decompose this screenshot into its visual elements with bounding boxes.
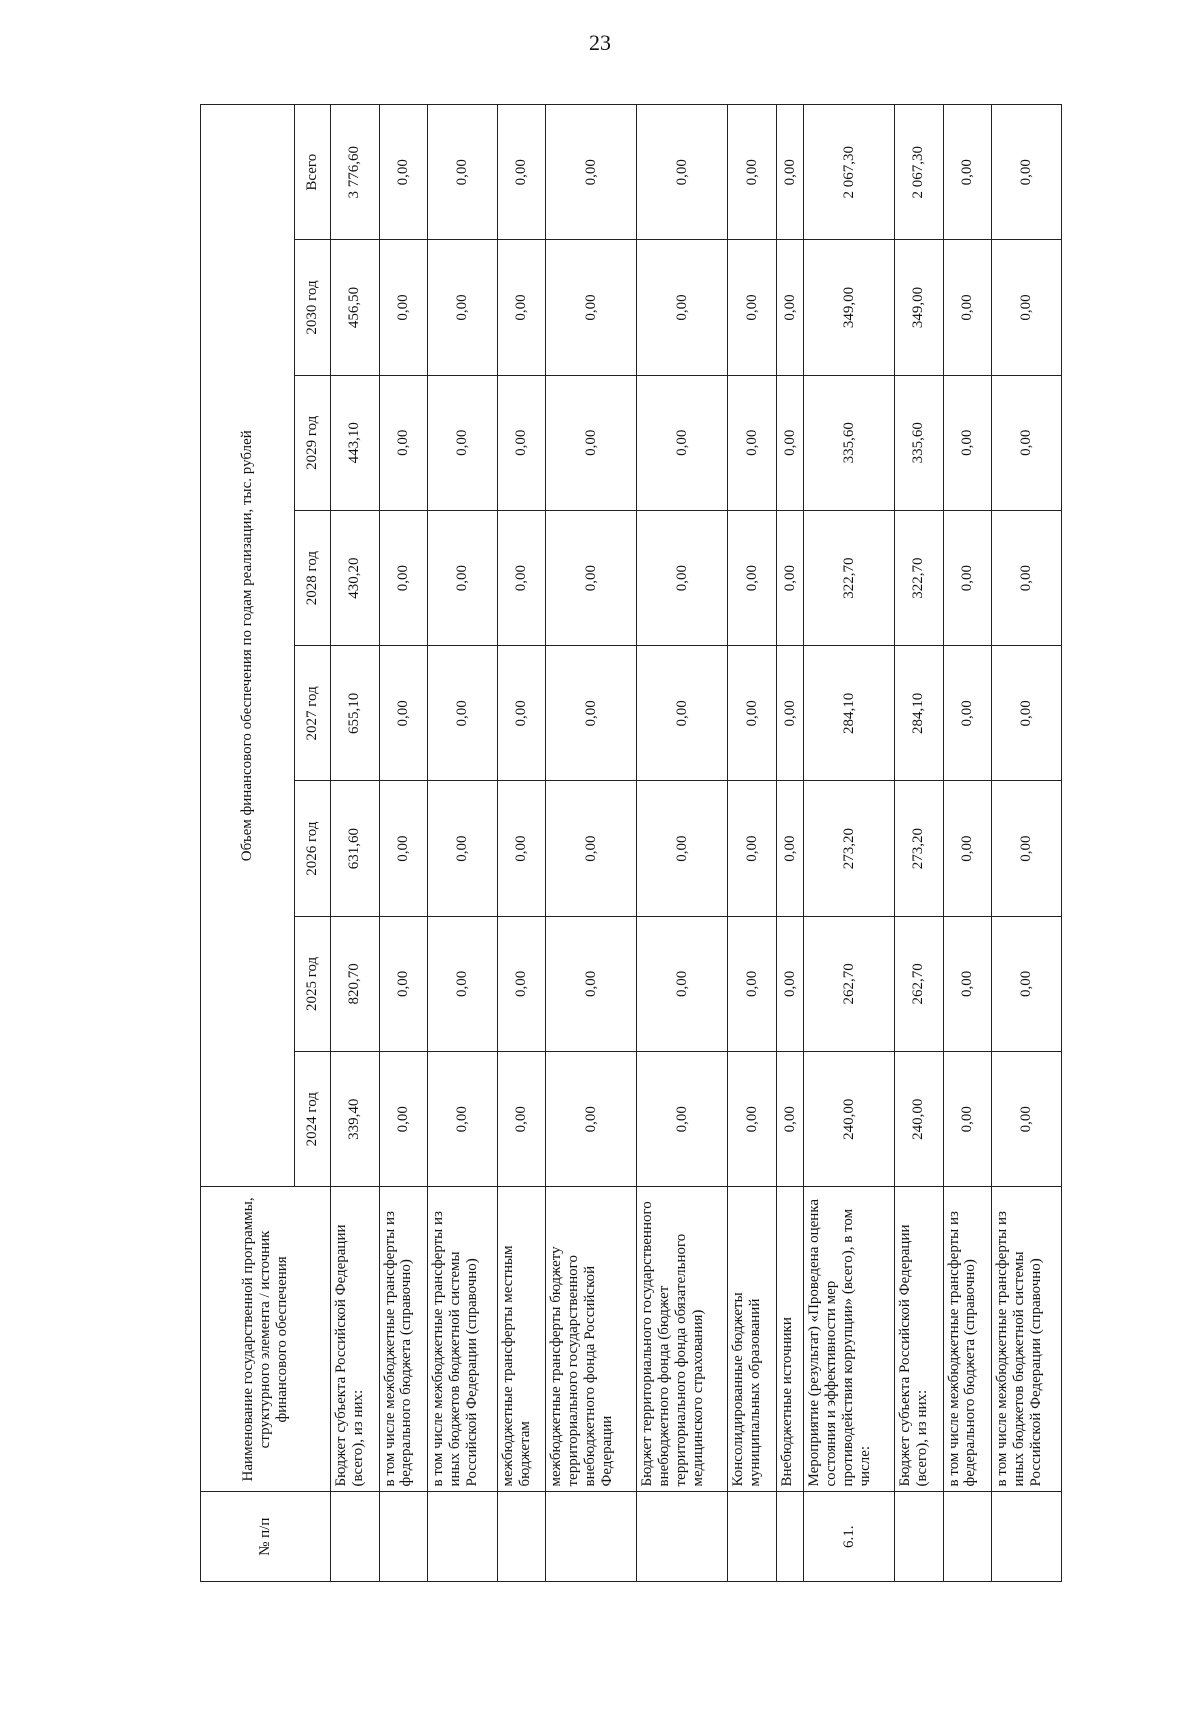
- row-total-value: 0,00: [776, 105, 803, 240]
- row-year-value: 0,00: [943, 646, 992, 781]
- row-year-value: 655,10: [331, 646, 380, 781]
- row-year-value: 0,00: [428, 510, 498, 645]
- row-year-value: 262,70: [804, 916, 895, 1051]
- row-year-value: 0,00: [728, 646, 777, 781]
- row-source-name: межбюджетные трансферты бюджету территориального государственного внебюджетного фонда Российской Федерации: [546, 1187, 637, 1492]
- row-year-value: 0,00: [379, 510, 428, 645]
- row-year-value: 0,00: [637, 916, 728, 1051]
- header-num: № п/п: [201, 1492, 331, 1582]
- row-year-value: 0,00: [637, 375, 728, 510]
- header-volume: Объем финансового обеспечения по годам реализации, тыс. рублей: [201, 105, 295, 1187]
- row-source-name: Бюджет территориального государственного внебюджетного фонда (бюджет территориального фонда обязательного медицинского страхования): [637, 1187, 728, 1492]
- row-year-value: 0,00: [379, 1052, 428, 1187]
- table-row: [428, 105, 498, 1582]
- row-source-name: Консолидированные бюджеты муниципальных образований: [728, 1187, 777, 1492]
- row-year-value: 284,10: [895, 646, 944, 781]
- page-number: 23: [589, 30, 611, 55]
- row-number: [992, 1492, 1062, 1582]
- row-year-value: 0,00: [943, 1052, 992, 1187]
- row-year-value: 0,00: [776, 781, 803, 916]
- row-year-value: 0,00: [497, 240, 546, 375]
- row-year-value: 0,00: [428, 1052, 498, 1187]
- row-year-value: 339,40: [331, 1052, 380, 1187]
- header-year: 2024 год: [295, 1052, 331, 1187]
- row-number: [943, 1492, 992, 1582]
- row-year-value: 0,00: [546, 240, 637, 375]
- header-year: 2028 год: [295, 510, 331, 645]
- row-year-value: 0,00: [728, 1052, 777, 1187]
- row-year-value: 0,00: [992, 916, 1062, 1051]
- row-year-value: 0,00: [428, 916, 498, 1051]
- table-row: [497, 105, 546, 1582]
- row-source-name: Внебюджетные источники: [776, 1187, 803, 1492]
- row-total-value: 0,00: [546, 105, 637, 240]
- header-year: 2029 год: [295, 375, 331, 510]
- table-row: [804, 105, 895, 1582]
- row-year-value: 0,00: [728, 240, 777, 375]
- row-year-value: 0,00: [379, 916, 428, 1051]
- row-year-value: 0,00: [379, 781, 428, 916]
- row-year-value: 0,00: [776, 510, 803, 645]
- row-year-value: 0,00: [992, 1052, 1062, 1187]
- row-year-value: 0,00: [379, 375, 428, 510]
- row-total-value: 3 776,60: [331, 105, 380, 240]
- header-year: 2026 год: [295, 781, 331, 916]
- row-year-value: 430,20: [331, 510, 380, 645]
- row-year-value: 0,00: [776, 240, 803, 375]
- row-year-value: 349,00: [804, 240, 895, 375]
- row-total-value: 0,00: [637, 105, 728, 240]
- row-year-value: 322,70: [895, 510, 944, 645]
- row-total-value: 0,00: [992, 105, 1062, 240]
- table-row: [379, 105, 428, 1582]
- row-year-value: 322,70: [804, 510, 895, 645]
- row-source-name: в том числе межбюджетные трансферты из федерального бюджета (справочно): [943, 1187, 992, 1492]
- row-total-value: 0,00: [497, 105, 546, 240]
- row-year-value: 284,10: [804, 646, 895, 781]
- row-year-value: 0,00: [776, 375, 803, 510]
- row-year-value: 0,00: [497, 646, 546, 781]
- table-row: [728, 105, 777, 1582]
- row-number: [331, 1492, 380, 1582]
- row-number: [379, 1492, 428, 1582]
- row-year-value: 0,00: [637, 510, 728, 645]
- row-source-name: Бюджет субъекта Российской Федерации (всего), из них:: [895, 1187, 944, 1492]
- row-total-value: 0,00: [943, 105, 992, 240]
- row-year-value: 0,00: [428, 240, 498, 375]
- row-year-value: 0,00: [546, 375, 637, 510]
- row-number: [776, 1492, 803, 1582]
- header-row: [201, 105, 295, 1582]
- row-year-value: 0,00: [546, 781, 637, 916]
- row-year-value: 0,00: [428, 781, 498, 916]
- row-year-value: 0,00: [497, 781, 546, 916]
- row-total-value: 0,00: [379, 105, 428, 240]
- row-year-value: 240,00: [804, 1052, 895, 1187]
- row-year-value: 0,00: [728, 510, 777, 645]
- row-total-value: 0,00: [728, 105, 777, 240]
- row-year-value: 0,00: [943, 375, 992, 510]
- row-year-value: 0,00: [637, 240, 728, 375]
- row-year-value: 0,00: [546, 1052, 637, 1187]
- row-year-value: 0,00: [379, 646, 428, 781]
- rotated-table-frame: [200, 104, 1062, 1582]
- row-year-value: 335,60: [804, 375, 895, 510]
- row-year-value: 0,00: [497, 916, 546, 1051]
- row-number: [546, 1492, 637, 1582]
- table-row: [895, 105, 944, 1582]
- row-year-value: 0,00: [546, 510, 637, 645]
- row-year-value: 456,50: [331, 240, 380, 375]
- header-year: 2030 год: [295, 240, 331, 375]
- row-number: [497, 1492, 546, 1582]
- row-source-name: Бюджет субъекта Российской Федерации (всего), из них:: [331, 1187, 380, 1492]
- row-year-value: 335,60: [895, 375, 944, 510]
- row-year-value: 0,00: [546, 646, 637, 781]
- row-year-value: 0,00: [943, 781, 992, 916]
- row-year-value: 0,00: [497, 510, 546, 645]
- row-year-value: 0,00: [992, 240, 1062, 375]
- row-year-value: 0,00: [497, 1052, 546, 1187]
- rotated-table-container: [200, 104, 1200, 1582]
- header-name: Наименование государственной программы, структурного элемента / источник финансового обеспечения: [201, 1187, 331, 1492]
- financing-table: [200, 104, 1062, 1582]
- row-year-value: 273,20: [804, 781, 895, 916]
- row-year-value: 0,00: [428, 375, 498, 510]
- row-year-value: 0,00: [637, 1052, 728, 1187]
- row-year-value: 0,00: [776, 1052, 803, 1187]
- row-year-value: 820,70: [331, 916, 380, 1051]
- row-year-value: 443,10: [331, 375, 380, 510]
- row-number: [728, 1492, 777, 1582]
- row-year-value: 0,00: [776, 646, 803, 781]
- row-number: [637, 1492, 728, 1582]
- row-year-value: 0,00: [992, 375, 1062, 510]
- row-year-value: 0,00: [992, 646, 1062, 781]
- row-year-value: 349,00: [895, 240, 944, 375]
- row-total-value: 2 067,30: [804, 105, 895, 240]
- row-year-value: 0,00: [992, 781, 1062, 916]
- table-row: [943, 105, 992, 1582]
- row-total-value: 0,00: [428, 105, 498, 240]
- table-row: [331, 105, 380, 1582]
- table-row: [776, 105, 803, 1582]
- row-year-value: 262,70: [895, 916, 944, 1051]
- row-year-value: 0,00: [497, 375, 546, 510]
- row-source-name: в том числе межбюджетные трансферты из иных бюджетов бюджетной системы Российской Федерации (справочно): [428, 1187, 498, 1492]
- table-row: [546, 105, 637, 1582]
- row-year-value: 0,00: [637, 781, 728, 916]
- row-year-value: 0,00: [776, 916, 803, 1051]
- row-year-value: 0,00: [428, 646, 498, 781]
- header-year: 2027 год: [295, 646, 331, 781]
- row-source-name: Мероприятие (результат) «Проведена оценка состояния и эффективности мер противодействия коррупции» (всего), в том числе:: [804, 1187, 895, 1492]
- row-year-value: 0,00: [943, 916, 992, 1051]
- table-row: [637, 105, 728, 1582]
- row-year-value: 0,00: [728, 781, 777, 916]
- row-number: [428, 1492, 498, 1582]
- table-row: [992, 105, 1062, 1582]
- row-year-value: 631,60: [331, 781, 380, 916]
- row-year-value: 0,00: [637, 646, 728, 781]
- row-year-value: 0,00: [728, 916, 777, 1051]
- row-year-value: 0,00: [728, 375, 777, 510]
- row-year-value: 240,00: [895, 1052, 944, 1187]
- row-source-name: в том числе межбюджетные трансферты из иных бюджетов бюджетной системы Российской Федерации (справочно): [992, 1187, 1062, 1492]
- row-source-name: в том числе межбюджетные трансферты из федерального бюджета (справочно): [379, 1187, 428, 1492]
- header-year: 2025 год: [295, 916, 331, 1051]
- row-total-value: 2 067,30: [895, 105, 944, 240]
- header-total: Всего: [295, 105, 331, 240]
- row-year-value: 0,00: [546, 916, 637, 1051]
- row-year-value: 0,00: [992, 510, 1062, 645]
- row-year-value: 273,20: [895, 781, 944, 916]
- row-source-name: межбюджетные трансферты местным бюджетам: [497, 1187, 546, 1492]
- row-year-value: 0,00: [943, 240, 992, 375]
- row-year-value: 0,00: [943, 510, 992, 645]
- row-number: 6.1.: [804, 1492, 895, 1582]
- row-number: [895, 1492, 944, 1582]
- row-year-value: 0,00: [379, 240, 428, 375]
